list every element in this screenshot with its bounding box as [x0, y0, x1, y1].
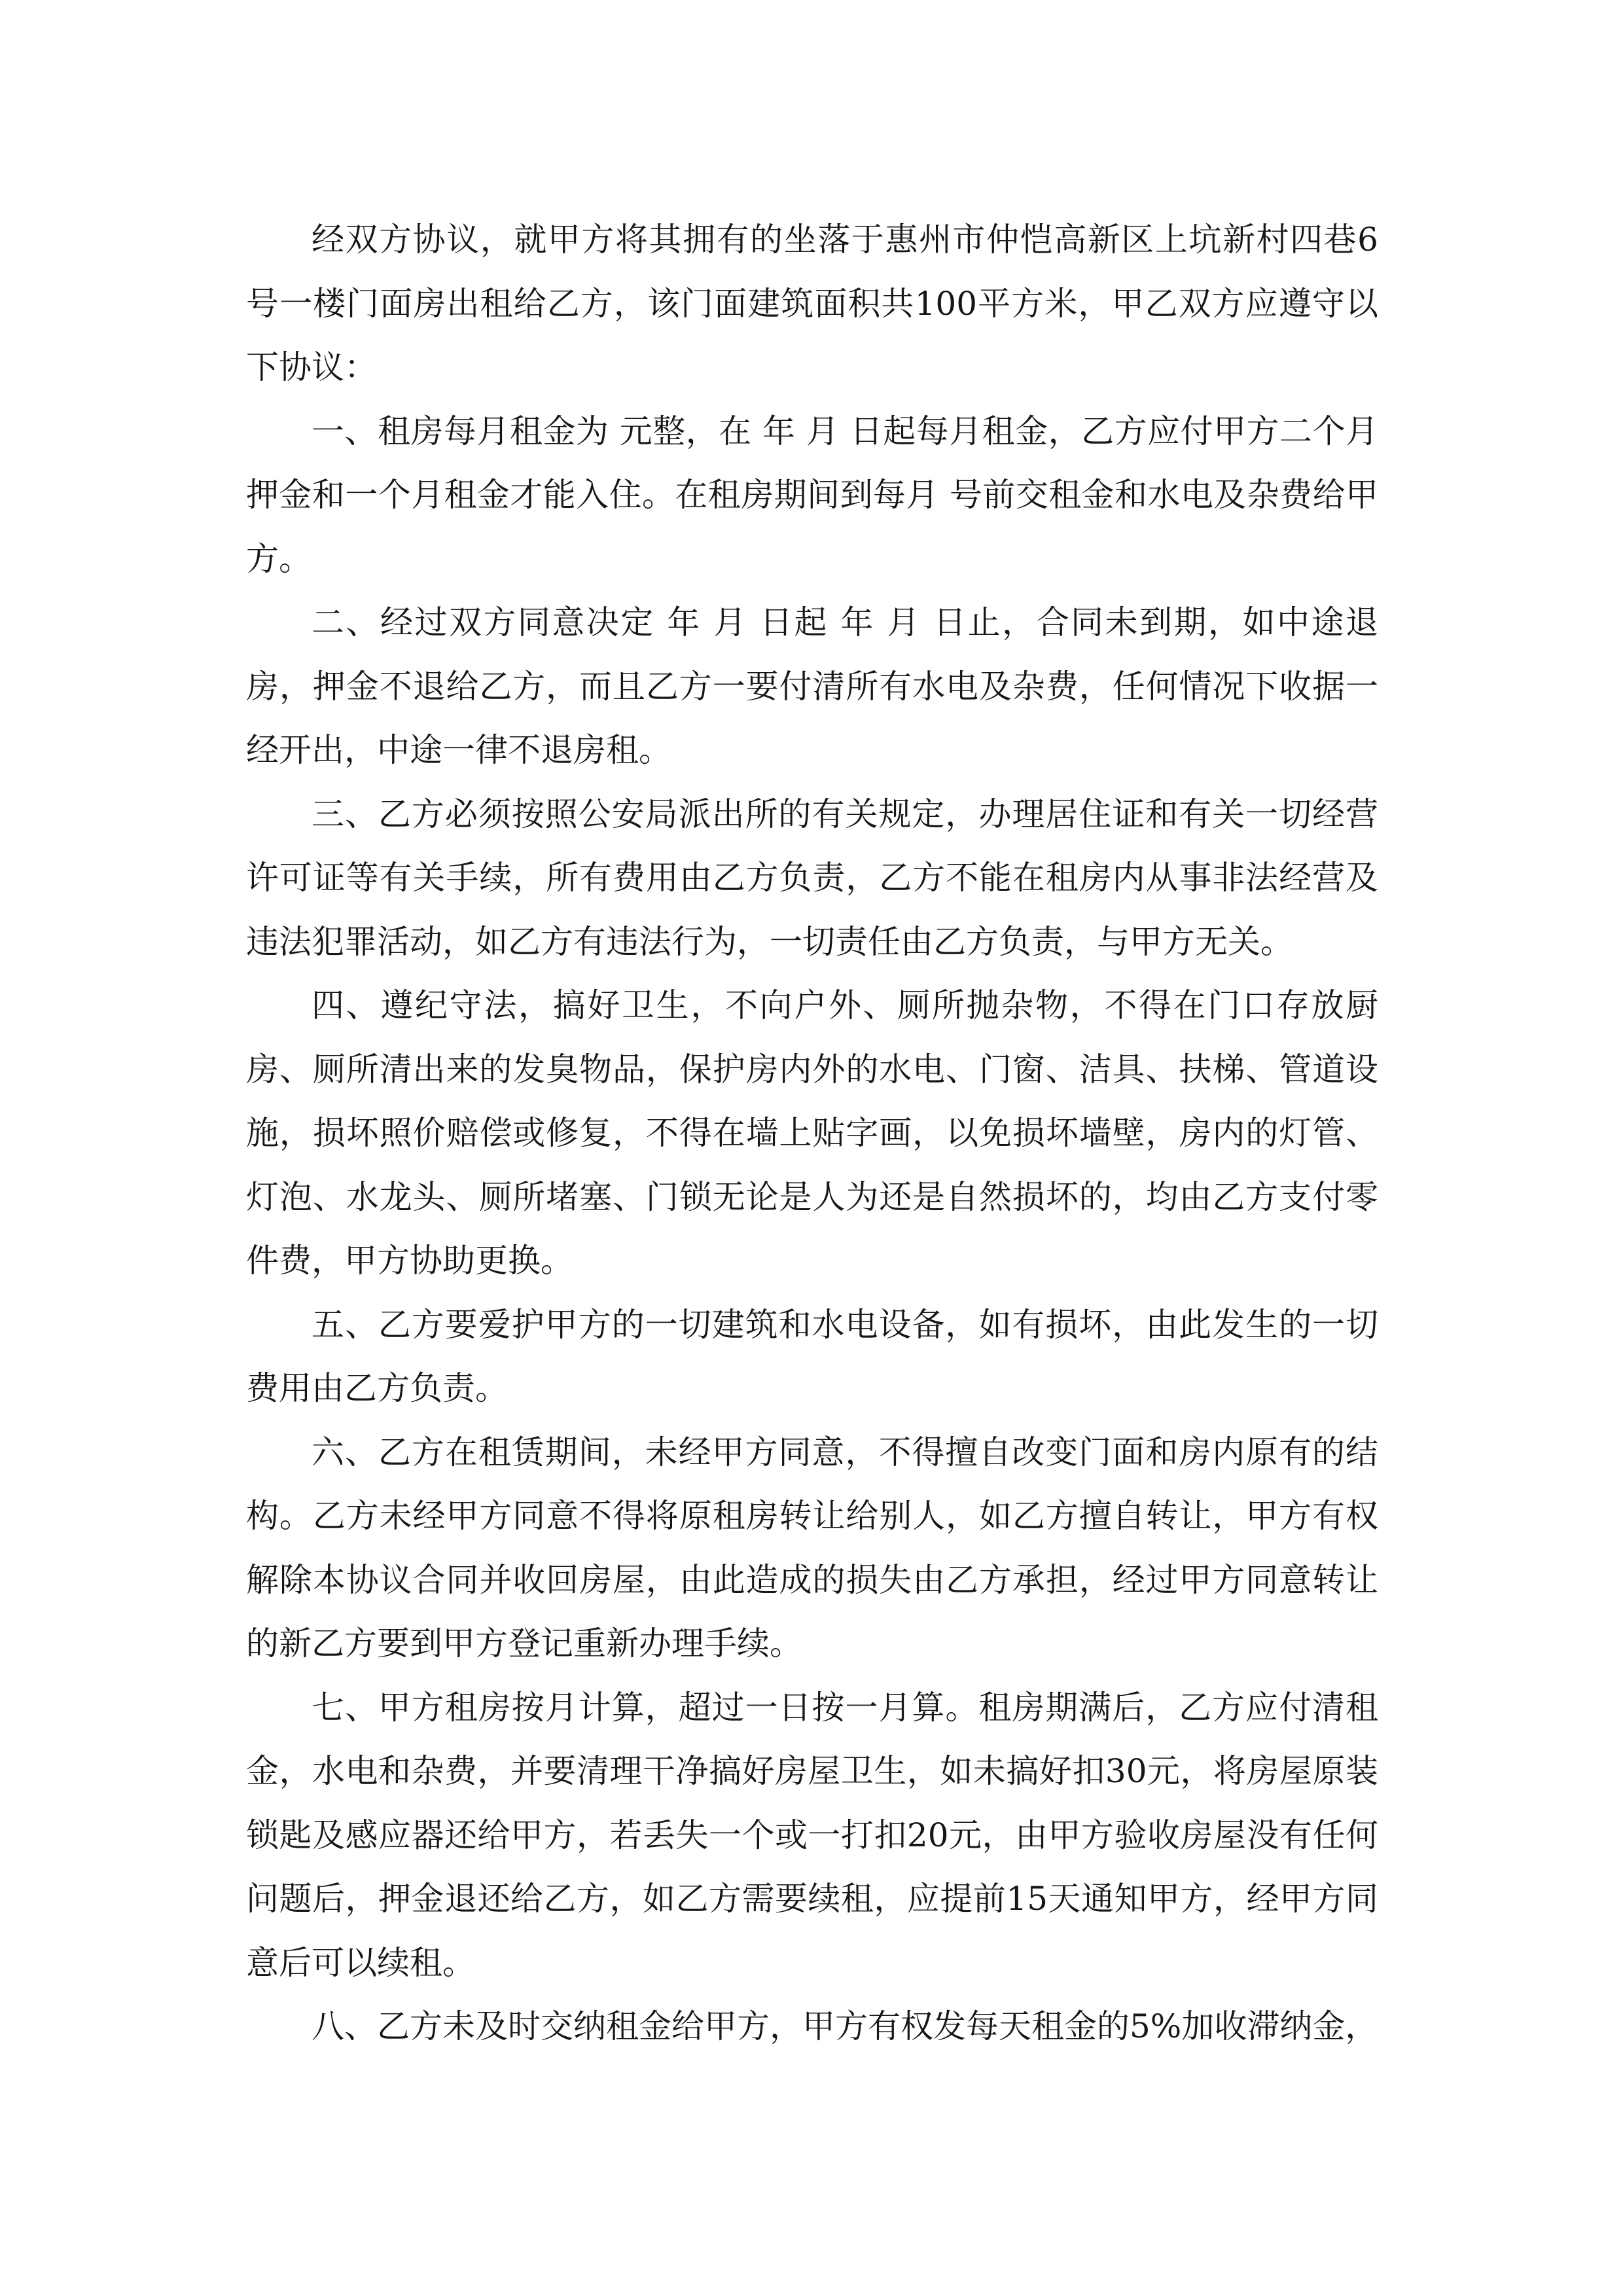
- paragraph-clause-2: 二、经过双方同意决定 年 月 日起 年 月 日止，合同未到期，如中途退房，押金不退给乙方，而且乙方一要付清所有水电及杂费，任何情况下收据一经开出，中途一律不退房租。: [246, 603, 1378, 769]
- paragraph-intro: 经双方协议，就甲方将其拥有的坐落于惠州市仲恺高新区上坑新村四巷6号一楼门面房出租给乙方，该门面建筑面积共100平方米，甲乙双方应遵守以下协议：: [246, 221, 1378, 386]
- document-body: [246, 208, 1378, 2059]
- paragraph-clause-4: 四、遵纪守法，搞好卫生，不向户外、厕所抛杂物，不得在门口存放厨房、厕所清出来的发臭物品，保护房内外的水电、门窗、洁具、扶梯、管道设施，损坏照价赔偿或修复，不得在墙上贴字画，以免损坏墙壁，房内的灯管、灯泡、水龙头、厕所堵塞、门锁无论是人为还是自然损坏的，均由乙方支付零件费，甲方协助更换。: [246, 986, 1378, 1280]
- paragraph-clause-8: 八、乙方未及时交纳租金给甲方，甲方有权发每天租金的5%加收滞纳金，: [312, 2007, 1378, 2045]
- paragraph-clause-5: 五、乙方要爱护甲方的一切建筑和水电设备，如有损坏，由此发生的一切费用由乙方负责。: [246, 1305, 1378, 1407]
- paragraph-clause-3: 三、乙方必须按照公安局派出所的有关规定，办理居住证和有关一切经营许可证等有关手续，所有费用由乙方负责，乙方不能在租房内从事非法经营及违法犯罪活动，如乙方有违法行为，一切责任由乙方负责，与甲方无关。: [246, 795, 1378, 961]
- paragraph-clause-1: 一、租房每月租金为 元整，在 年 月 日起每月租金，乙方应付甲方二个月押金和一个月租金才能入住。在租房期间到每月 号前交租金和水电及杂费给甲方。: [246, 412, 1378, 578]
- paragraph-clause-6: 六、乙方在租赁期间，未经甲方同意，不得擅自改变门面和房内原有的结构。乙方未经甲方同意不得将原租房转让给别人，如乙方擅自转让，甲方有权解除本协议合同并收回房屋，由此造成的损失由乙方承担，经过甲方同意转让的新乙方要到甲方登记重新办理手续。: [246, 1433, 1378, 1662]
- paragraph-clause-7: 七、甲方租房按月计算，超过一日按一月算。租房期满后，乙方应付清租金，水电和杂费，并要清理干净搞好房屋卫生，如未搞好扣30元，将房屋原装锁匙及感应器还给甲方，若丢失一个或一打扣20元，由甲方验收房屋没有任何问题后，押金退还给乙方，如乙方需要续租，应提前15天通知甲方，经甲方同意后可以续租。: [246, 1688, 1378, 1982]
